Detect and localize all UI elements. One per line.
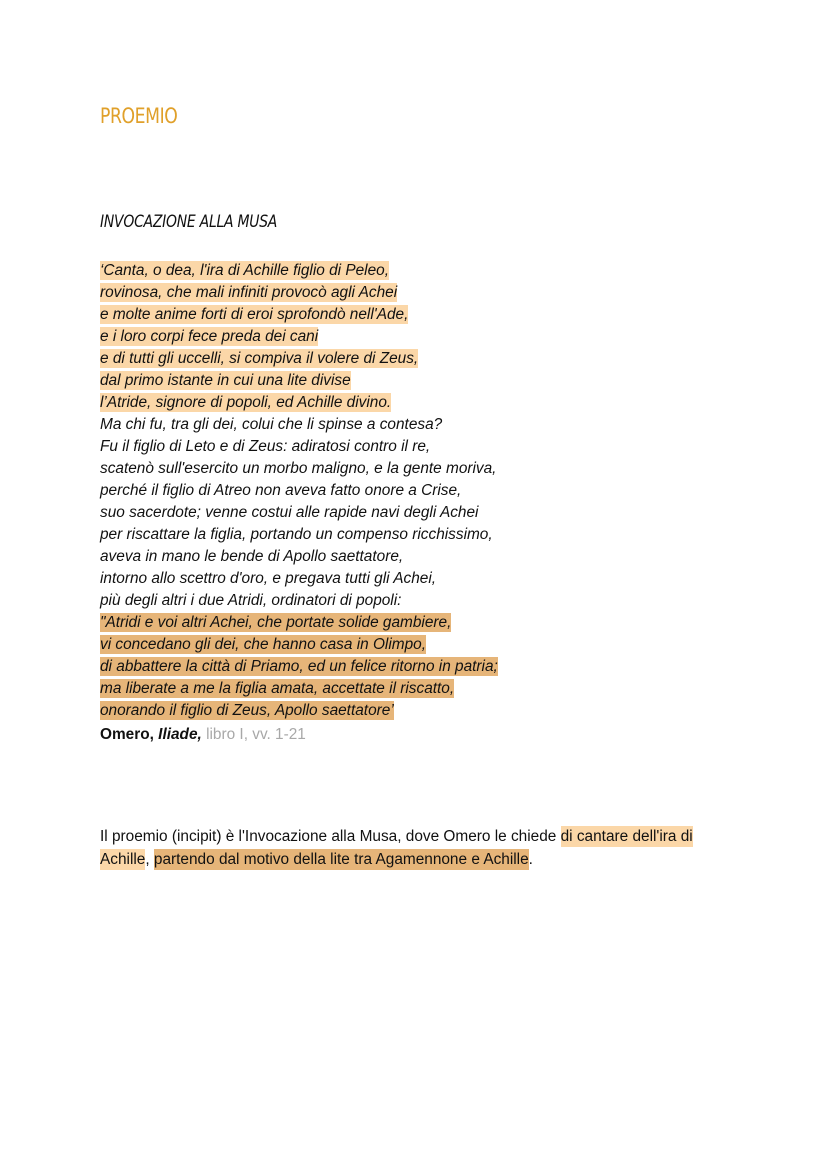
poem-line: più degli altri i due Atridi, ordinatori di popoli: xyxy=(100,592,402,609)
poem-line: Fu il figlio di Leto e di Zeus: adiratosi contro il re, xyxy=(100,438,431,455)
poem-line: scatenò sull'esercito un morbo maligno, e la gente moriva, xyxy=(100,460,497,477)
poem-line: perché il figlio di Atreo non aveva fatto onore a Crise, xyxy=(100,482,462,499)
poem-line: aveva in mano le bende di Apollo saettatore, xyxy=(100,548,404,565)
paragraph-text: . xyxy=(528,851,533,869)
poem-block xyxy=(100,260,498,722)
poem-line: e i loro corpi fece preda dei cani xyxy=(100,328,319,345)
poem-line: l’Atride, signore di popoli, ed Achille divino. xyxy=(100,394,392,411)
poem-line: dal primo istante in cui una lite divise xyxy=(100,372,351,389)
poem-line: ‘Canta, o dea, l'ira di Achille figlio di Peleo, xyxy=(100,262,389,279)
poem-line: "Atridi e voi altri Achei, che portate solide gambiere, xyxy=(100,614,452,631)
poem-citation xyxy=(100,724,306,746)
citation-author: Omero, xyxy=(100,726,159,743)
citation-work: Iliade, xyxy=(158,726,202,743)
explanation-paragraph xyxy=(100,825,740,871)
poem-line: onorando il figlio di Zeus, Apollo saettatore’ xyxy=(100,702,394,719)
citation-reference: libro I, vv. 1-21 xyxy=(201,726,306,743)
paragraph-text: , xyxy=(145,851,154,869)
section-subtitle: INVOCAZIONE ALLA MUSA xyxy=(100,212,278,232)
poem-line: e molte anime forti di eroi sprofondò nell'Ade, xyxy=(100,306,409,323)
poem-line: intorno allo scettro d'oro, e pregava tutti gli Achei, xyxy=(100,570,437,587)
poem-line: rovinosa, che mali infiniti provocò agli Achei xyxy=(100,284,398,301)
poem-line: ma liberate a me la figlia amata, accettate il riscatto, xyxy=(100,680,455,697)
poem-line: vi concedano gli dei, che hanno casa in Olimpo, xyxy=(100,636,426,653)
poem-line: suo sacerdote; venne costui alle rapide navi degli Achei xyxy=(100,504,479,521)
paragraph-highlight: partendo dal motivo della lite tra Agamennone e Achille xyxy=(153,851,529,869)
paragraph-text: Il proemio (incipit) è l'Invocazione alla Musa, dove Omero le chiede xyxy=(100,828,561,846)
page-title: PROEMIO xyxy=(100,104,178,128)
poem-line: di abbattere la città di Priamo, ed un felice ritorno in patria; xyxy=(100,658,498,675)
poem-line: per riscattare la figlia, portando un compenso ricchissimo, xyxy=(100,526,493,543)
paragraph-highlight: di cantare dell'ira di Achille xyxy=(100,828,693,869)
poem-line: Ma chi fu, tra gli dei, colui che li spinse a contesa? xyxy=(100,416,443,433)
poem-line: e di tutti gli uccelli, si compiva il volere di Zeus, xyxy=(100,350,419,367)
